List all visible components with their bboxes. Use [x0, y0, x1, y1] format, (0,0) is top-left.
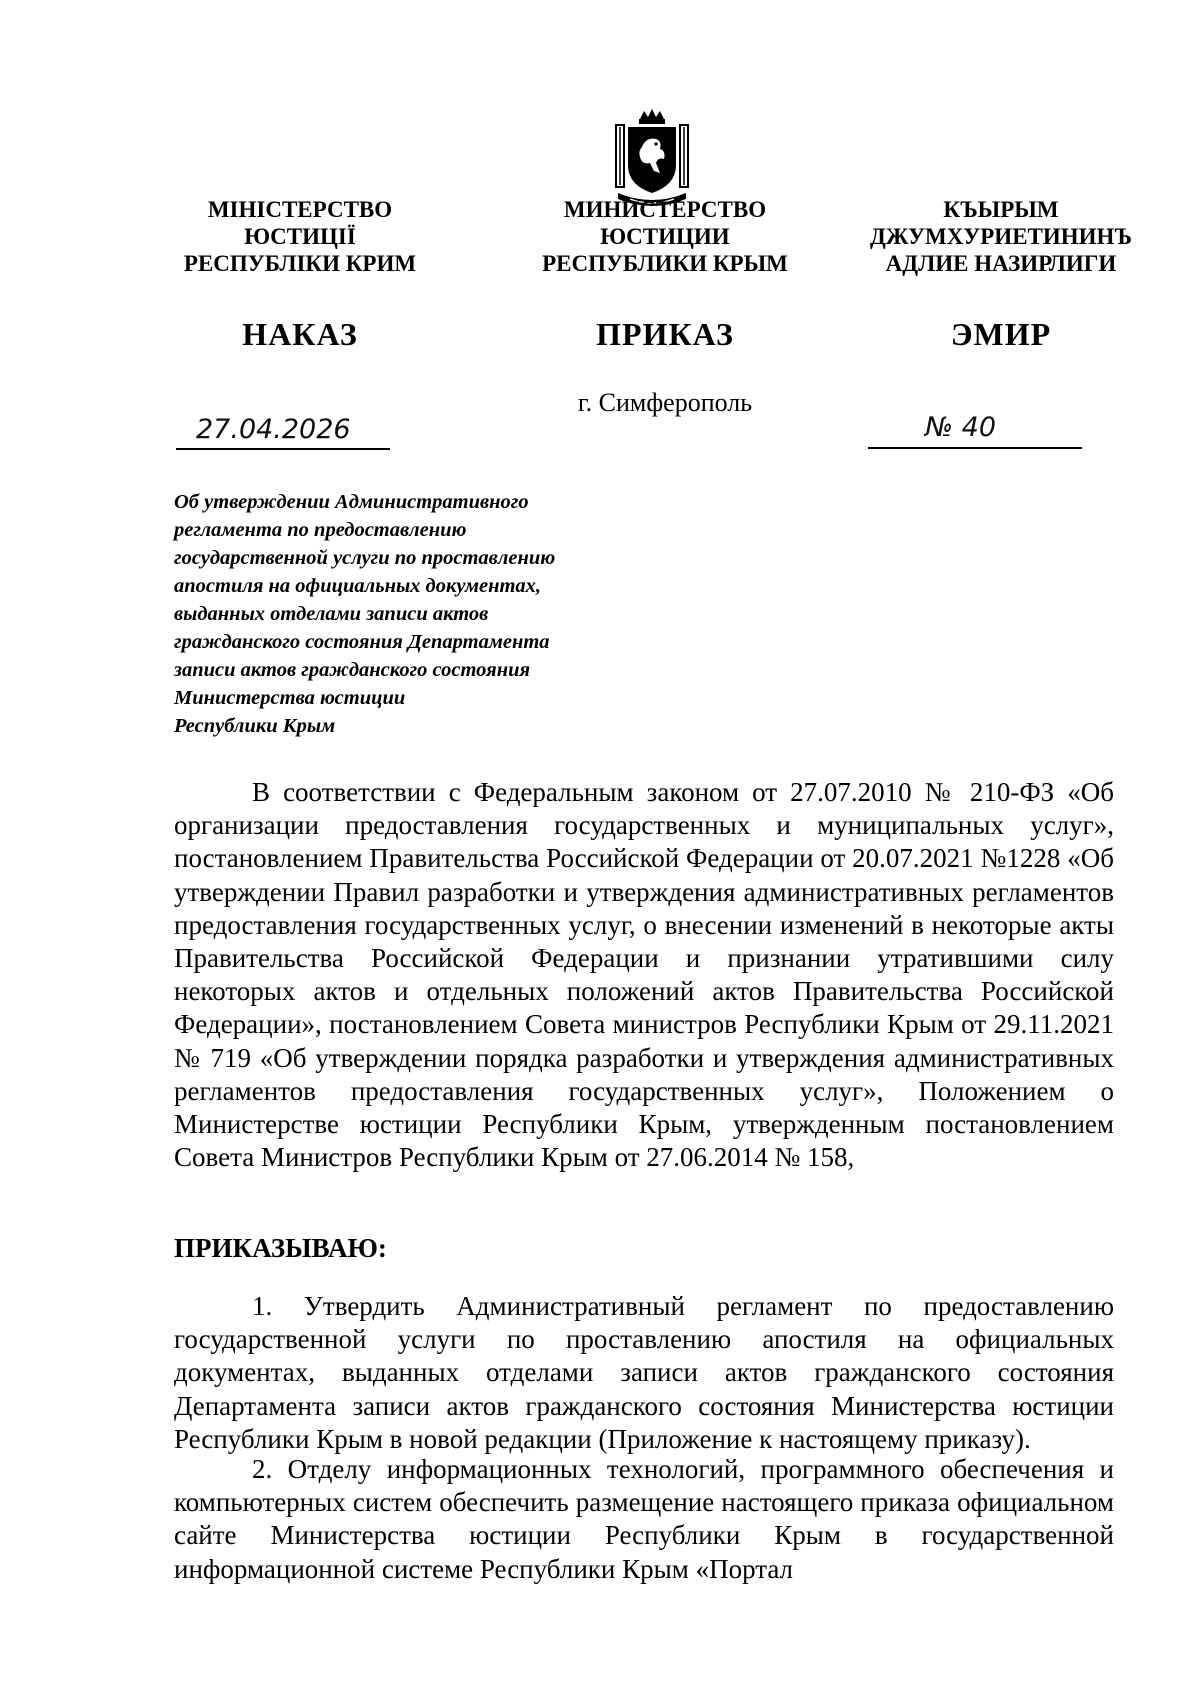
subject-line: Министерства юстиции	[174, 687, 406, 709]
subject-line: Республики Крым	[174, 715, 336, 737]
header-russian	[500, 196, 830, 277]
header-line: ДЖУМХУРИЕТИНИНЪ	[869, 224, 1133, 249]
header-line: АДЛИЕ НАЗИРЛИГИ	[885, 251, 1117, 276]
subject-line: регламента по предоставлению	[174, 519, 467, 541]
subject-line: гражданского состояния Департамента	[174, 631, 550, 653]
order-item-1: 1. Утвердить Административный регламент по предоставлению государственной услуги по проставлению апостиля на официальных документах, выданных отделами записи актов гражданского состояния Департамента записи актов гражданского состояния Министерства юстиции Республики Крым в новой редакции (Приложение к настоящему приказу).	[174, 1291, 1114, 1454]
order-item-2: 2. Отделу информационных технологий, программного обеспечения и компьютерных систем обеспечить размещение настоящего приказа официальном сайте Министерства юстиции Республики Крым в государственной информационной системе Республики Крым «Портал	[174, 1454, 1114, 1584]
header-line: МІНІСТЕРСТВО	[207, 197, 393, 222]
city-name: г. Симферополь	[577, 388, 753, 417]
subject-line: записи актов гражданского состояния	[174, 659, 531, 681]
header-line: ЮСТИЦІЇ	[244, 224, 356, 249]
header-line: ЮСТИЦИИ	[600, 224, 730, 249]
subject-line: выданных отделами записи актов	[174, 603, 489, 625]
handwritten-number: № 40	[925, 412, 997, 443]
preamble-paragraph: В соответствии с Федеральным законом от 27.07.2010 № 210-ФЗ «Об организации предоставления государственных и муниципальных услуг», постановлением Правительства Российской Федерации от 20.07.2021 №1228 «Об утверждении Правил разработки и утверждения административных регламентов предоставления государственных услуг, о внесении изменений в некоторые акты Правительства Российской Федерации и признании утратившими силу некоторых актов и отдельных положений актов Правительства Российской Федерации», постановлением Совета министров Республики Крым от 29.11.2021 № 719 «Об утверждении порядка разработки и утверждения административных регламентов предоставления государственных услуг», Положением о Министерстве юстиции Республики Крым, утвержденным постановлением Совета Министров Республики Крым от 27.06.2014 № 158,	[174, 777, 1114, 1173]
subject-line: государственной услуги по проставлению	[174, 547, 556, 569]
subject-line: апостиля на официальных документах,	[174, 575, 542, 597]
doc-type-crimean-tatar: ЭМИР	[950, 316, 1052, 352]
header-ukrainian	[135, 196, 465, 277]
handwritten-date: 27.04.2026	[196, 414, 351, 445]
order-heading: ПРИКАЗЫВАЮ:	[174, 1233, 387, 1263]
order-subject	[174, 488, 654, 740]
doc-type-russian: ПРИКАЗ	[596, 316, 734, 352]
header-line: РЕСПУБЛІКИ КРИМ	[183, 251, 417, 276]
subject-line: Об утверждении Административного	[174, 491, 529, 513]
header-line: МИНИСТЕРСТВО	[563, 197, 767, 222]
header-line: КЪЫРЫМ	[943, 197, 1059, 222]
header-crimean-tatar	[836, 196, 1166, 277]
header-line: РЕСПУБЛИКИ КРЫМ	[542, 251, 788, 276]
doc-type-ukrainian: НАКАЗ	[242, 316, 358, 352]
number-underline	[868, 447, 1082, 449]
date-underline	[176, 448, 390, 450]
